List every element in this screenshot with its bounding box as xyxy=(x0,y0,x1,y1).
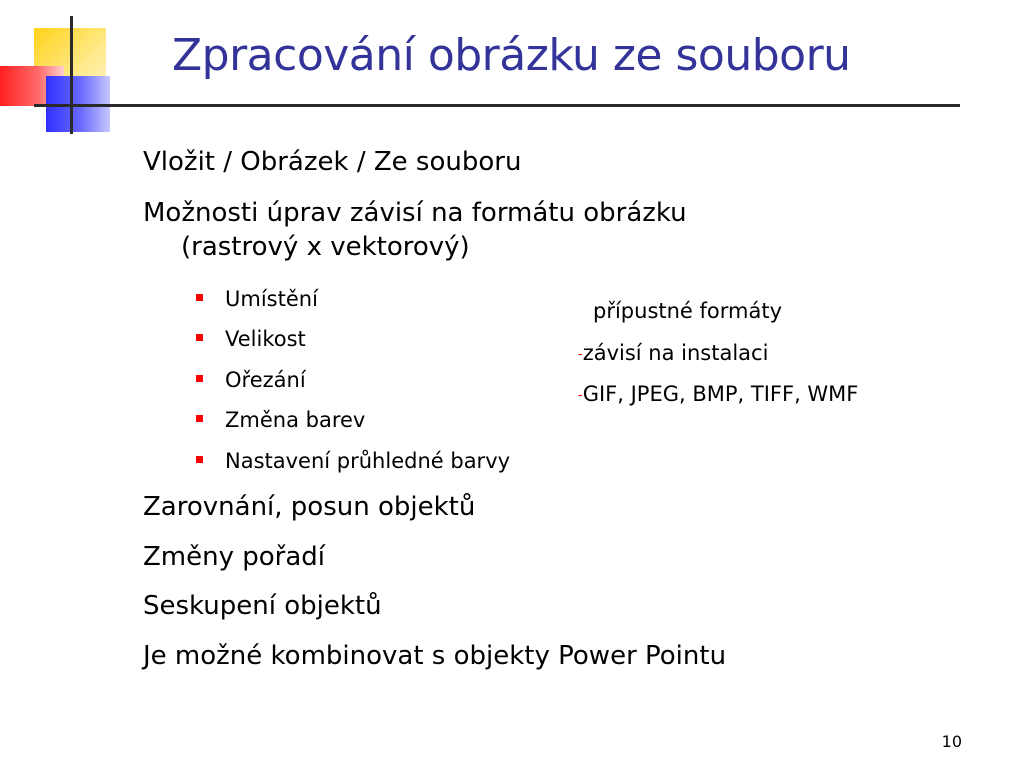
red-square-bullet-icon xyxy=(196,294,203,301)
bullet-order xyxy=(143,540,325,574)
red-square-bullet-icon xyxy=(196,456,203,463)
sub-item-size xyxy=(196,325,306,353)
logo-vertical-line xyxy=(70,16,73,134)
note-line-formats xyxy=(578,380,858,410)
sub-item-text: Umístění xyxy=(225,287,318,311)
sub-item-text: Nastavení průhledné barvy xyxy=(225,449,511,473)
red-square-bullet-icon xyxy=(196,415,203,422)
bullet-align xyxy=(143,490,475,524)
slide-title: Zpracování obrázku ze souboru xyxy=(172,30,851,81)
sub-item-text: Změna barev xyxy=(225,408,366,432)
bullet-combine xyxy=(143,639,726,673)
page-number: 10 xyxy=(941,732,962,751)
sub-item-transparency xyxy=(196,447,510,475)
bullet-text: Je možné kombinovat s objekty Power Pointu xyxy=(143,641,727,671)
bullet-text: Zarovnání, posun objektů xyxy=(143,492,476,522)
sub-item-text: Velikost xyxy=(225,327,306,351)
red-square-bullet-icon xyxy=(196,334,203,341)
note-line-text: závisí na instalaci xyxy=(582,341,769,365)
bullet-text: Možnosti úprav závisí na formátu obrázku xyxy=(143,198,687,228)
sub-item-recolor xyxy=(196,406,365,434)
sub-item-crop xyxy=(196,366,306,394)
bullet-insert-picture xyxy=(143,145,521,179)
bullet-text: Vložit / Obrázek / Ze souboru xyxy=(143,147,522,177)
bullet-text: Seskupení objektů xyxy=(143,591,382,621)
red-dash-icon: - xyxy=(578,347,583,362)
red-square-bullet-icon xyxy=(196,375,203,382)
bullet-edit-options xyxy=(143,196,687,264)
note-line-text: GIF, JPEG, BMP, TIFF, WMF xyxy=(582,382,859,406)
bullet-text: Změny pořadí xyxy=(143,542,326,572)
note-heading: přípustné formáty xyxy=(593,299,783,323)
sub-item-text: Ořezání xyxy=(225,368,306,392)
title-underline xyxy=(34,104,960,107)
bullet-group xyxy=(143,589,382,623)
red-dash-icon: - xyxy=(578,388,583,403)
note-line-install xyxy=(578,339,768,369)
bullet-text-continuation: (rastrový x vektorový) xyxy=(181,232,470,262)
decorative-logo xyxy=(0,0,140,140)
sub-item-placement xyxy=(196,285,318,313)
